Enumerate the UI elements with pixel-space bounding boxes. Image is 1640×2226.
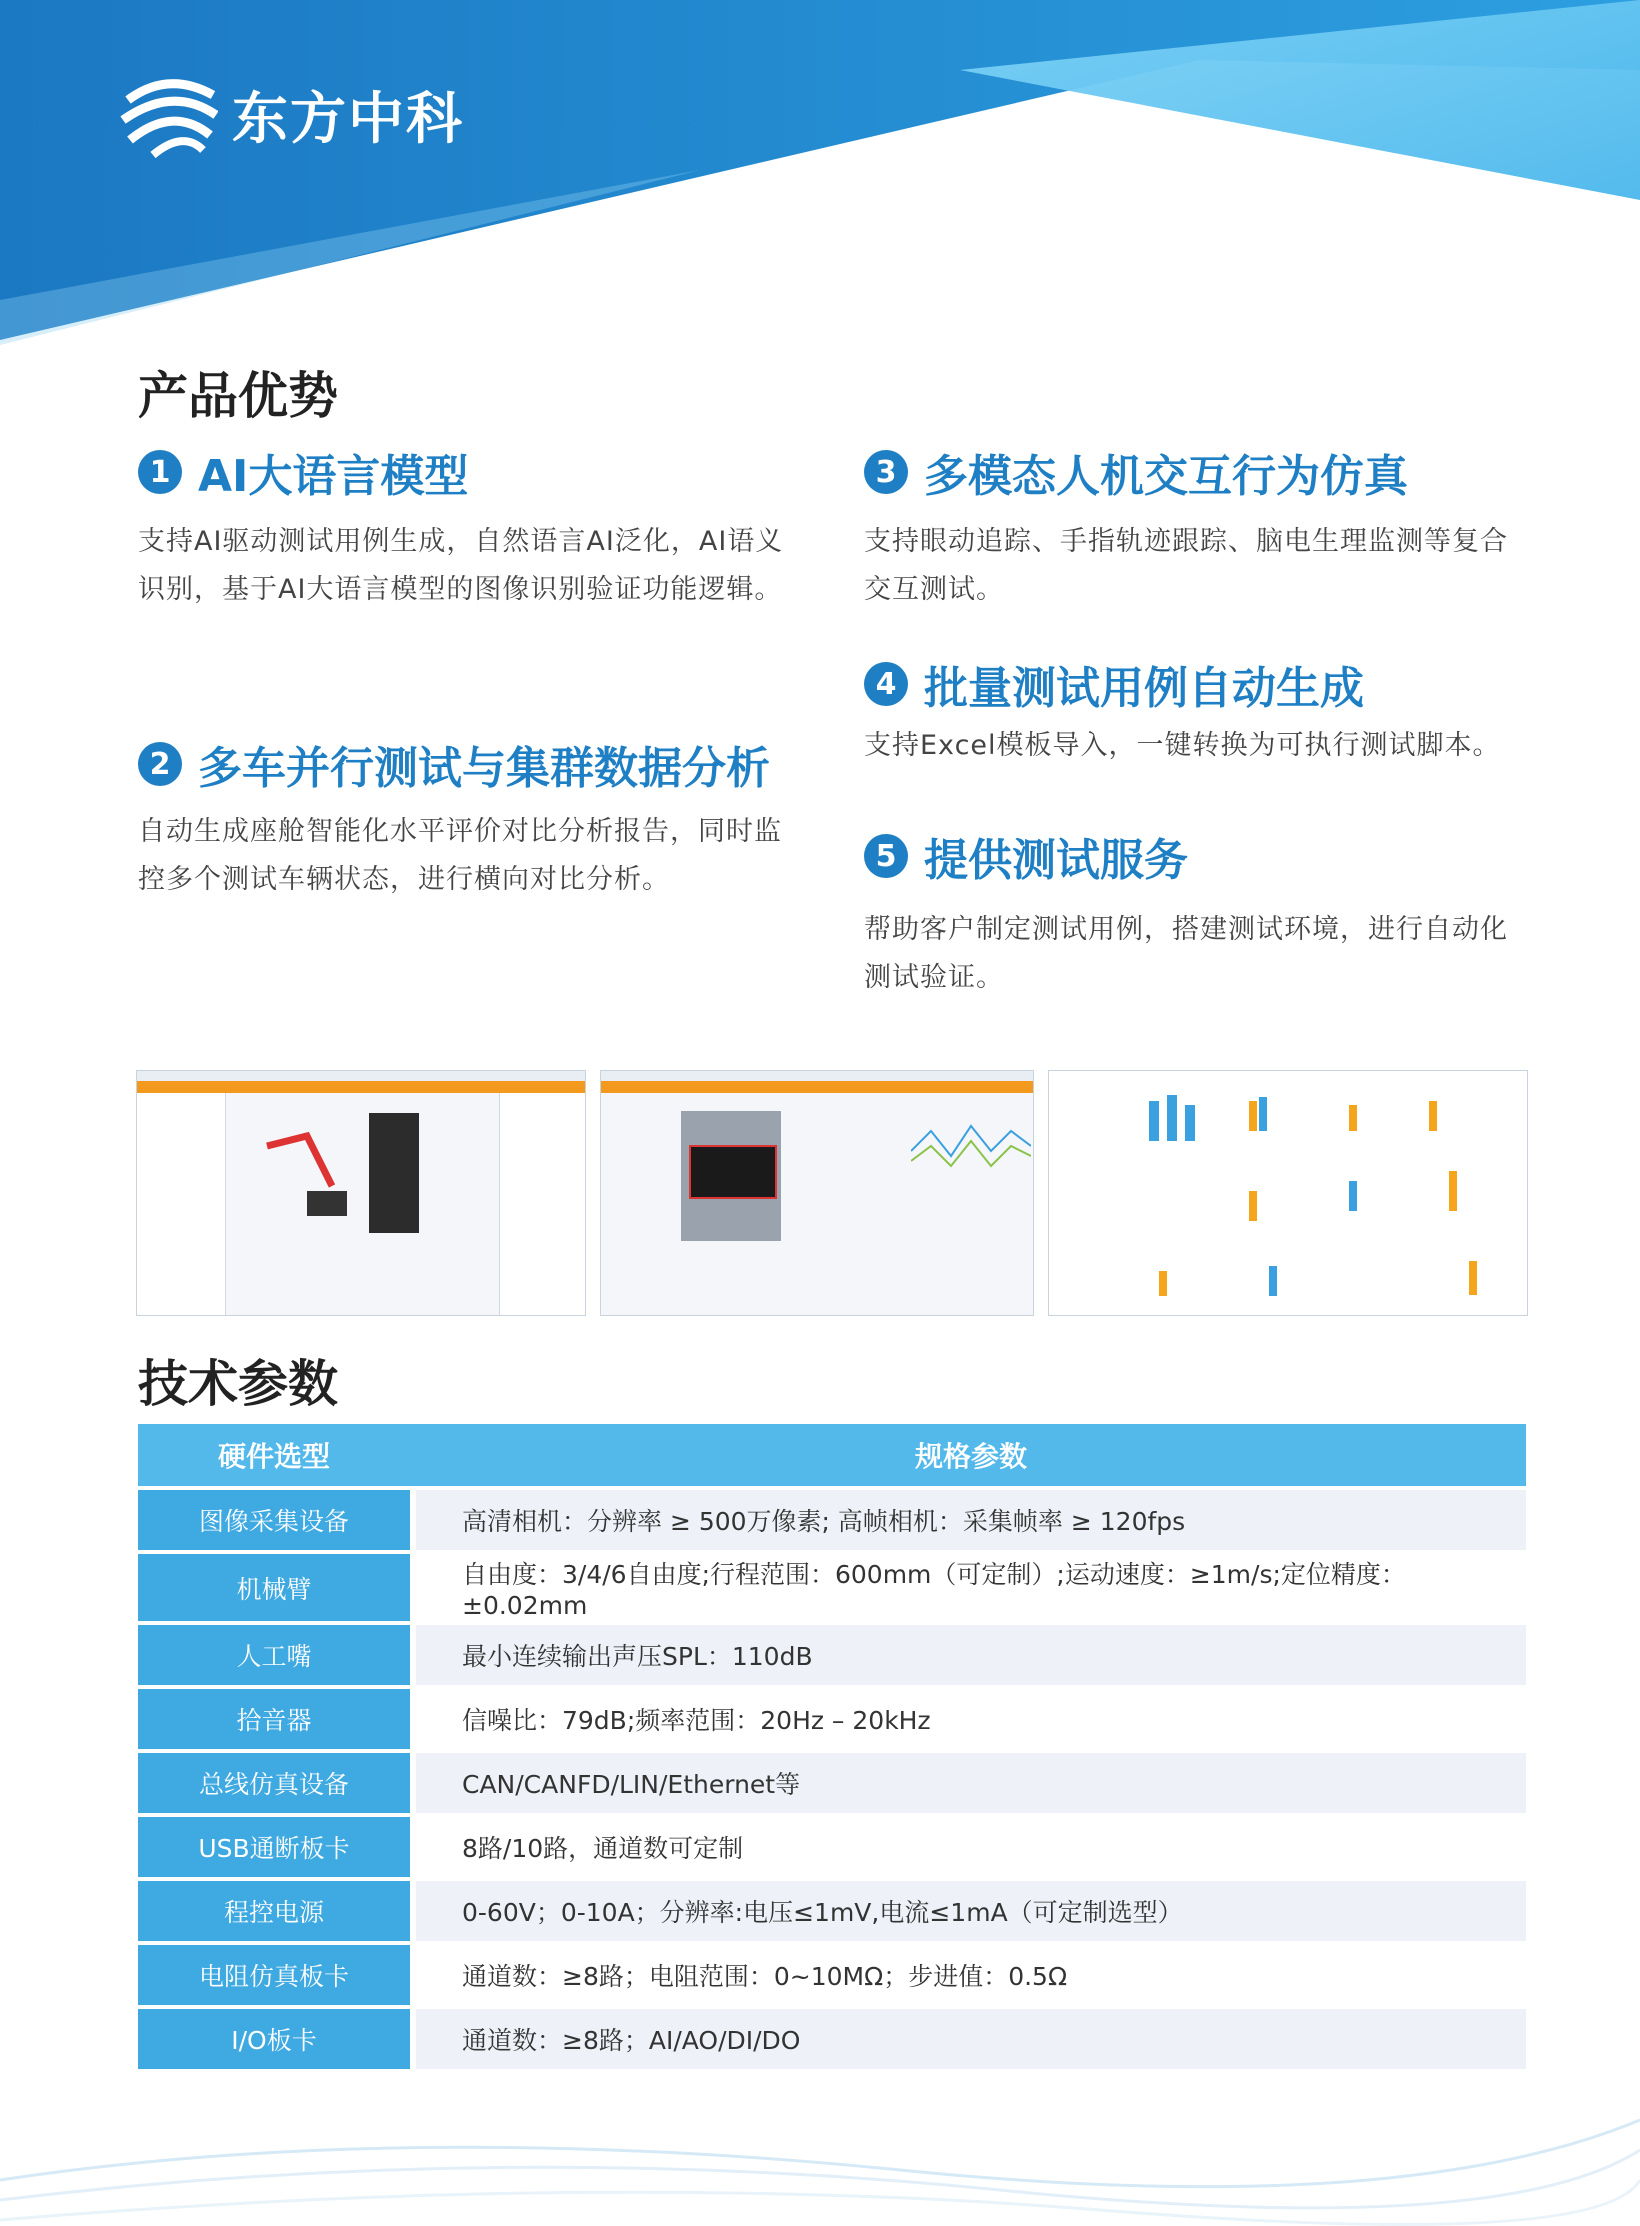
feature-title: 提供测试服务 — [924, 835, 1188, 886]
col-spec: 规格参数 — [416, 1424, 1526, 1486]
spec-cell: 最小连续输出声压SPL：110dB — [416, 1625, 1526, 1685]
spec-cell: 8路/10路，通道数可定制 — [416, 1817, 1526, 1877]
logo-mark-icon — [118, 70, 218, 160]
feature-3 — [864, 440, 1524, 614]
hw-cell: 人工嘴 — [138, 1625, 410, 1685]
report-screenshot — [1048, 1070, 1528, 1316]
spec-cell: CAN/CANFD/LIN/Ethernet等 — [416, 1753, 1526, 1813]
advantages-heading: 产品优势 — [138, 367, 338, 425]
spec-cell: 通道数：≥8路；电阻范围：0~10MΩ；步进值：0.5Ω — [416, 1945, 1526, 2005]
table-row — [138, 1881, 1526, 1941]
spec-cell: 信噪比：79dB;频率范围：20Hz – 20kHz — [416, 1689, 1526, 1749]
robot-arm-icon — [247, 1131, 357, 1221]
spec-table — [138, 1420, 1526, 2073]
table-row — [138, 1554, 1526, 1621]
software-screenshot-2 — [600, 1070, 1034, 1316]
feature-title: 多车并行测试与集群数据分析 — [198, 743, 770, 794]
hw-cell: USB通断板卡 — [138, 1817, 410, 1877]
col-hardware: 硬件选型 — [138, 1424, 410, 1486]
report-charts-icon — [1049, 1071, 1527, 1315]
feature-title: 多模态人机交互行为仿真 — [924, 451, 1408, 502]
number-badge: 2 — [138, 742, 182, 786]
table-row — [138, 1817, 1526, 1877]
number-badge: 5 — [864, 834, 908, 878]
table-row — [138, 1625, 1526, 1685]
spec-cell: 自由度：3/4/6自由度;行程范围：600mm（可定制）;运动速度：≥1m/s;定位精度：±0.02mm — [416, 1554, 1526, 1621]
table-row — [138, 1945, 1526, 2005]
line-chart-icon — [911, 1111, 1031, 1181]
feature-1 — [138, 440, 798, 614]
specs-heading: 技术参数 — [138, 1355, 338, 1413]
feature-desc: 支持眼动追踪、手指轨迹跟踪、脑电生理监测等复合交互测试。 — [864, 526, 1508, 605]
table-row — [138, 1490, 1526, 1550]
brand-name: 东方中科 — [232, 87, 464, 152]
feature-desc: 帮助客户制定测试用例，搭建测试环境，进行自动化测试验证。 — [864, 914, 1508, 993]
feature-desc: 支持AI驱动测试用例生成，自然语言AI泛化，AI语义识别，基于AI大语言模型的图像识别验证功能逻辑。 — [138, 526, 784, 605]
software-screenshot-1 — [136, 1070, 586, 1316]
feature-title: AI大语言模型 — [198, 451, 469, 502]
number-badge: 4 — [864, 662, 908, 706]
spec-cell: 高清相机：分辨率 ≥ 500万像素; 高帧相机：采集帧率 ≥ 120fps — [416, 1490, 1526, 1550]
hw-cell: 机械臂 — [138, 1554, 410, 1621]
number-badge: 3 — [864, 450, 908, 494]
feature-2 — [138, 732, 798, 904]
hw-cell: 拾音器 — [138, 1689, 410, 1749]
number-badge: 1 — [138, 450, 182, 494]
feature-5 — [864, 824, 1524, 1002]
feature-desc: 支持Excel模板导入，一键转换为可执行测试脚本。 — [864, 730, 1501, 761]
feature-title: 批量测试用例自动生成 — [924, 663, 1364, 714]
footer-wave-decoration — [0, 2080, 1640, 2226]
feature-desc: 自动生成座舱智能化水平评价对比分析报告，同时监控多个测试车辆状态，进行横向对比分析。 — [138, 816, 782, 895]
table-row — [138, 2009, 1526, 2069]
spec-cell: 0-60V；0-10A；分辨率:电压≤1mV,电流≤1mA（可定制选型） — [416, 1881, 1526, 1941]
hw-cell: I/O板卡 — [138, 2009, 410, 2069]
hw-cell: 图像采集设备 — [138, 1490, 410, 1550]
hw-cell: 总线仿真设备 — [138, 1753, 410, 1813]
brand-logo — [118, 70, 464, 160]
table-row — [138, 1753, 1526, 1813]
table-row — [138, 1689, 1526, 1749]
feature-4 — [864, 652, 1524, 770]
hw-cell: 程控电源 — [138, 1881, 410, 1941]
hw-cell: 电阻仿真板卡 — [138, 1945, 410, 2005]
header-banner — [0, 0, 1640, 360]
spec-cell: 通道数：≥8路；AI/AO/DI/DO — [416, 2009, 1526, 2069]
